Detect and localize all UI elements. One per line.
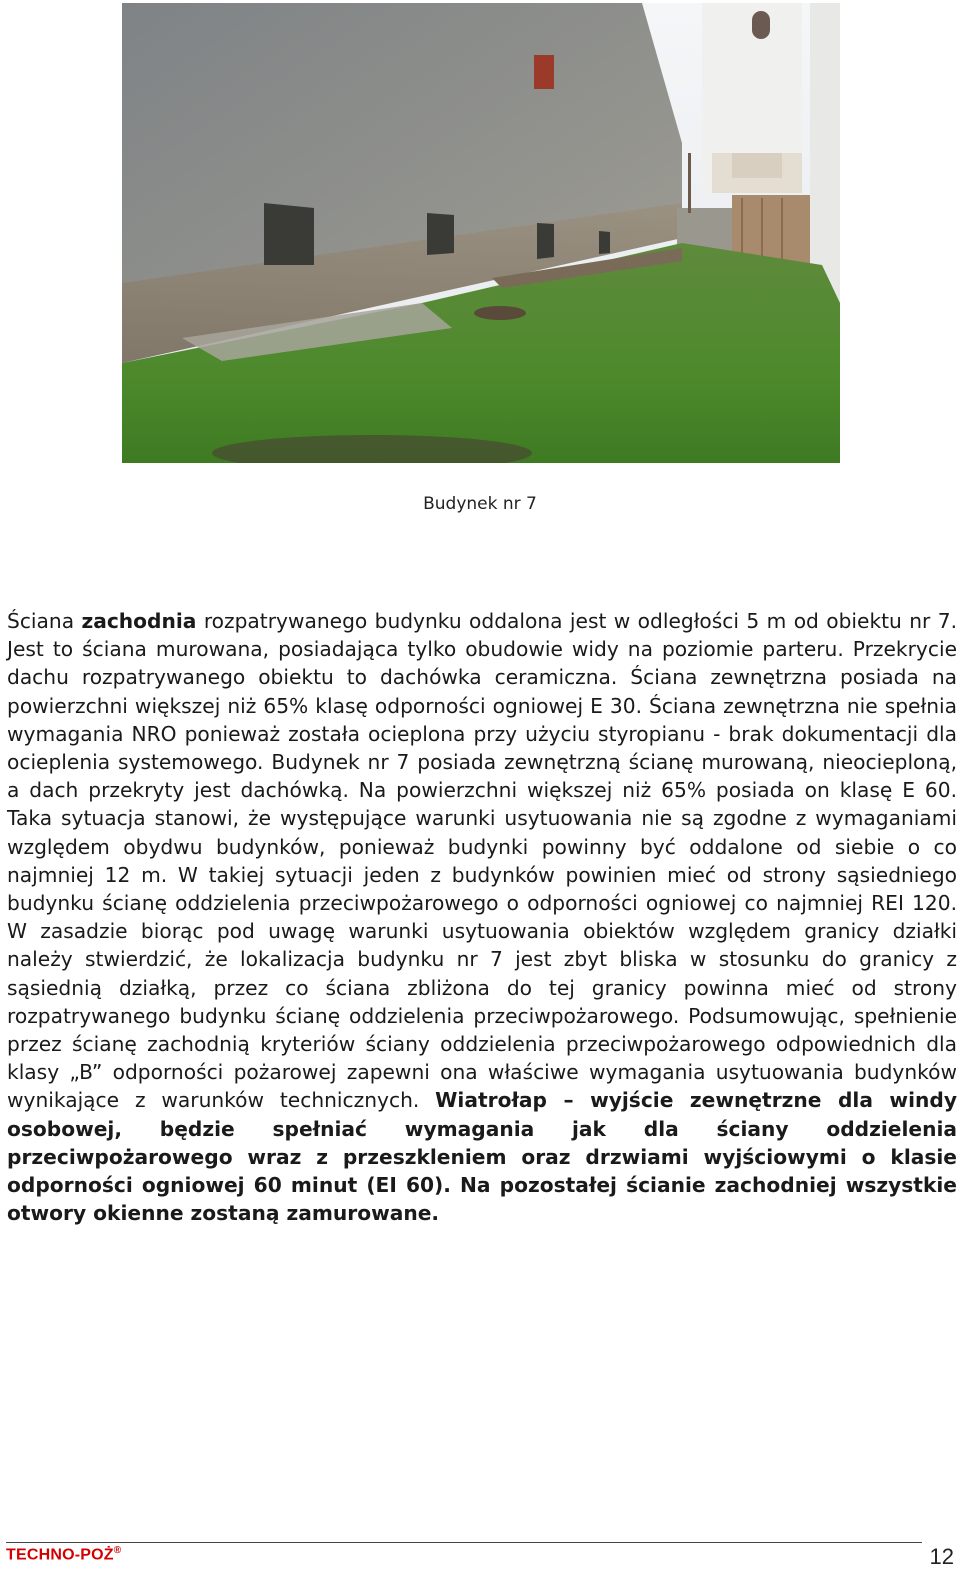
brand-name: TECHNO-POŻ: [6, 1546, 114, 1564]
text-segment: rozpatrywanego budynku oddalona jest w odległości 5 m od obiektu nr 7. Jest to ściana murowana, posiadająca tylko obudowie widy na poziomie parteru. Przekrycie dachu rozpatrywanego obiektu to dachówka ceramiczna. Ściana zewnętrzna posiada na powierzchni większej niż 65% klasę odporności ogniowej E 30. Ściana zewnętrzna nie spełnia wymagania NRO ponieważ została ocieplona przy użyciu styropianu - brak dokumentacji dla ocieplenia systemowego. Budynek nr 7 posiada zewnętrzną ścianę murowaną, nieocieploną, a dach przekryty jest dachówką. Na powierzchni większej niż 65% posiada on klasę E 60. Taka sytuacja stanowi, że występujące warunki usytuowania nie są zgodne z wymaganiami względem obydwu budynków, ponieważ budynki powinny być oddalone od siebie o co najmniej 12 m. W takiej sytuacji jeden z budynków powinien mieć od strony sąsiedniego budynku ścianę oddzielenia przeciwpożarowego o odporności ogniowej co najmniej REI 120. W zasadzie biorąc pod uwagę warunki usytuowania obiektów względem granicy działki należy stwierdzić, że lokalizacja budynku nr 7 jest zbyt bliska w stosunku do granicy z sąsiednią działką, przez co ściana zbliżona do tej granicy powinna mieć od strony rozpatrywanego budynku ścianę oddzielenia przeciwpożarowego. Podsumowując, spełnienie przez ścianę zachodnią kryteriów ściany oddzielenia przeciwpożarowego odpowiednich dla klasy „B” odporności pożarowej zapewni ona właściwe wymagania usytuowania budynków wynikające z warunków technicznych.: [7, 609, 958, 1113]
footer-divider: [6, 1542, 922, 1543]
bold-segment: Wiatrołap – wyjście zewnętrzne dla windy osobowej, będzie spełniać wymagania jak dla ściany oddzielenia przeciwpożarowego wraz z przeszkleniem oraz drzwiami wyjściowymi o klasie odporności ogniowej 60 minut (EI 60). Na pozostałej ścianie zachodniej wszystkie otwory okienne zostaną zamurowane.: [7, 1088, 957, 1226]
bold-segment: zachodnia: [81, 609, 197, 633]
building-photo-icon: [122, 3, 840, 463]
text-segment: Ściana: [7, 609, 82, 633]
building-photo: [122, 3, 840, 463]
body-paragraph: [7, 607, 957, 1227]
footer-brand: [6, 1545, 121, 1564]
figure-caption: Budynek nr 7: [423, 494, 537, 514]
registered-mark: ®: [113, 1545, 122, 1556]
page-number: 12: [929, 1544, 954, 1569]
